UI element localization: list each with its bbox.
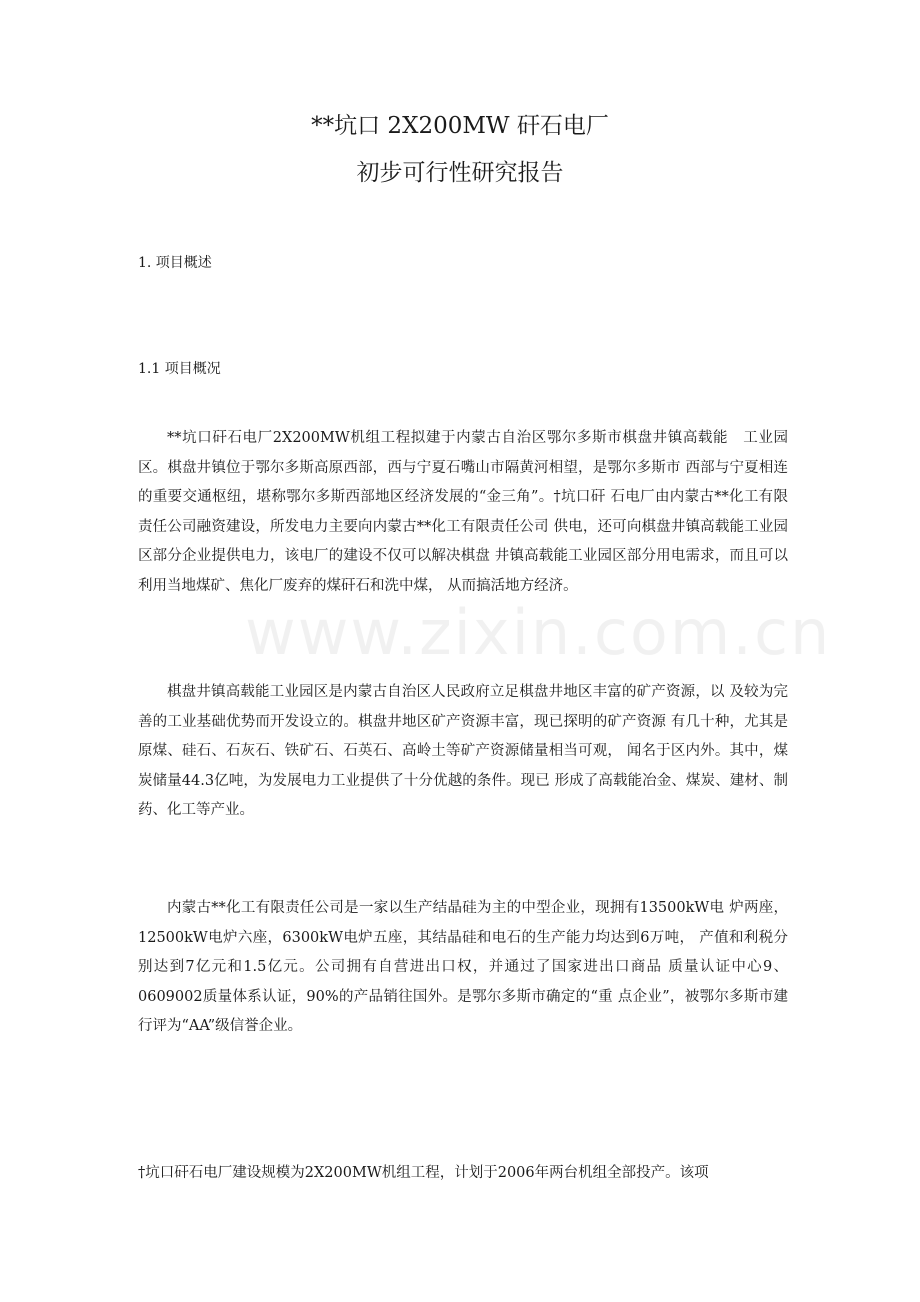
document-subtitle: 初步可行性研究报告 bbox=[356, 160, 564, 186]
paragraph: 棋盘井镇高载能工业园区是内蒙古自治区人民政府立足棋盘井地区丰富的矿产资源，以 及较为完善的工业基础优势而开发设立的。棋盘井地区矿产资源丰富，现已探明的矿产资源 有几十种，尤其是原煤、硅石、石灰石、铁矿石、石英石、高岭土等矿产资源储量相当可观， 闻名于区内外。其中，煤炭储量44.3亿吨，为发展电力工业提供了十分优越的条件。现已 形成了高载能冶金、煤炭、建材、制药、化工等产业。 bbox=[138, 684, 788, 819]
paragraph: †坑口矸石电厂建设规模为2X200MW机组工程，计划于2006年两台机组全部投产。该项 bbox=[138, 1165, 709, 1181]
document-title: **坑口 2X200MW 矸石电厂 bbox=[311, 113, 609, 139]
paragraph: 内蒙古**化工有限责任公司是一家以生产结晶硅为主的中型企业，现拥有13500kW电 炉两座，12500kW电炉六座，6300kW电炉五座，其结晶硅和电石的生产能力均达到6万吨， 产值和利税分别达到7亿元和1.5亿元。公司拥有自营进出口权，并通过了国家进出口商品 质量认证中心9、0609002质量体系认证，90%的产品销往国外。是鄂尔多斯市确定的“重 点企业”，被鄂尔多斯市建行评为“AA”级信誉企业。 bbox=[138, 900, 788, 1035]
paragraph: **坑口矸石电厂2X200MW机组工程拟建于内蒙古自治区鄂尔多斯市棋盘井镇高载能 工业园区。棋盘井镇位于鄂尔多斯高原西部，西与宁夏石嘴山市隔黄河相望，是鄂尔多斯市 西部与宁夏相连的重要交通枢纽，堪称鄂尔多斯西部地区经济发展的“金三角”。†坑口矸 石电厂由内蒙古**化工有限责任公司融资建设，所发电力主要向内蒙古**化工有限责任公司 供电，还可向棋盘井镇高载能工业园区部分企业提供电力，该电厂的建设不仅可以解决棋盘 井镇高载能工业园区部分用电需求，而且可以利用当地煤矿、焦化厂废弃的煤矸石和洗中煤， 从而搞活地方经济。 bbox=[138, 430, 788, 594]
watermark: www.zixin.com.cn bbox=[245, 596, 832, 669]
section-heading: 1. 项目概述 bbox=[138, 255, 212, 271]
subsection-heading: 1.1 项目概况 bbox=[138, 361, 221, 377]
